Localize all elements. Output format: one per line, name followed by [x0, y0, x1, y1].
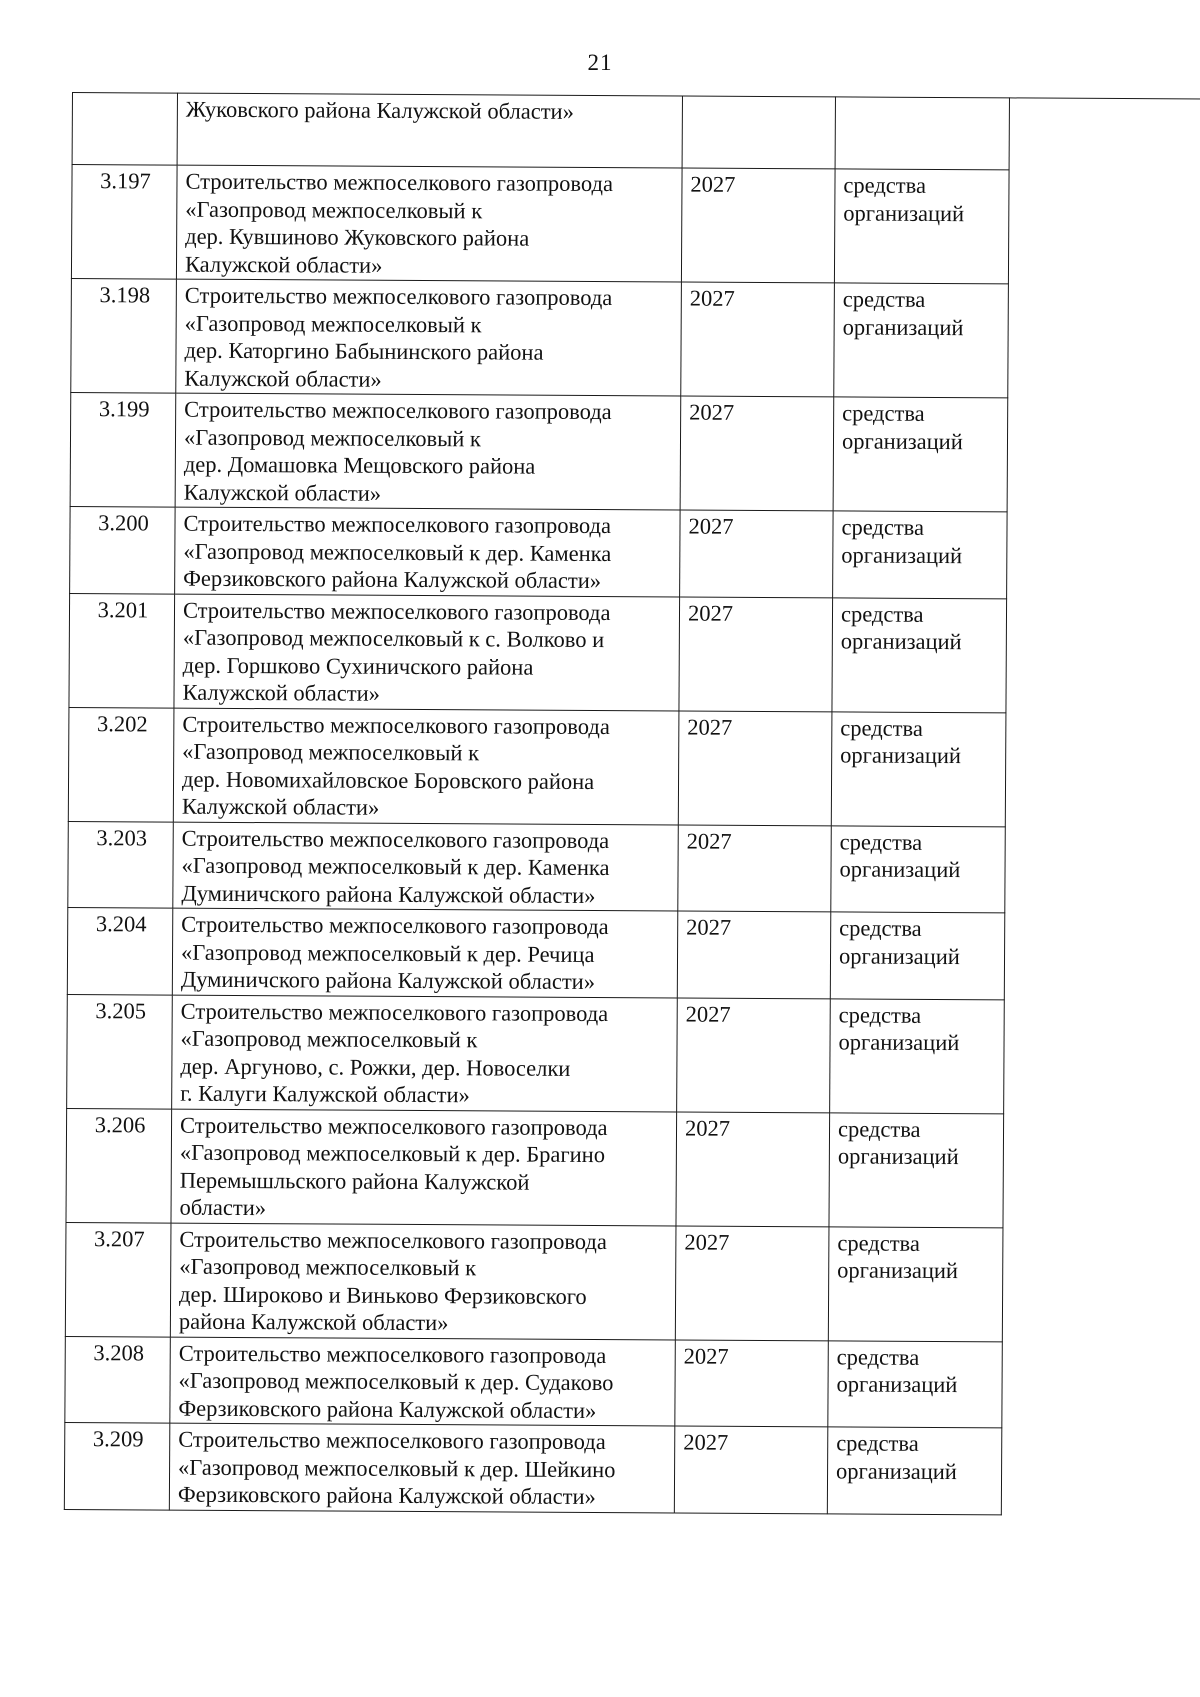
cell-extra: [1009, 98, 1200, 171]
cell-source-line: организаций: [836, 1457, 957, 1484]
cell-name-line: «Газопровод межпоселковый к дер. Брагино: [179, 1139, 606, 1168]
cell-source: [830, 912, 1004, 1000]
cell-name-line: Калужской области»: [184, 251, 383, 278]
cell-source: [833, 511, 1007, 599]
cell-name: [170, 1223, 676, 1340]
cell-source: [829, 1112, 1004, 1227]
cell-source-line: организаций: [838, 942, 960, 969]
table-row: [65, 1336, 1200, 1429]
cell-name-line: дер. Горшково Сухиничского района: [182, 652, 534, 680]
cell-source-line: средства: [839, 915, 922, 941]
table-row-continuation: [72, 93, 1200, 172]
cell-source: [831, 711, 1006, 826]
cell-extra: [1005, 826, 1200, 914]
cell-source-line: средства: [837, 1229, 920, 1256]
cell-name-line: Калужской области»: [182, 679, 380, 706]
table-row: [66, 1108, 1200, 1229]
table-row: [67, 907, 1200, 1000]
cell-number: 3.205: [67, 994, 173, 1109]
cell-name-line: «Газопровод межпоселковый к дер. Каменка: [181, 852, 610, 881]
cell-name: [172, 908, 677, 997]
cell-name-line: дер. Кувшиново Жуковского района: [185, 223, 530, 251]
cell-number: 3.197: [71, 165, 177, 280]
table-row: [70, 506, 1200, 599]
cell-name-line: Строительство межпоселкового газопровода: [184, 396, 612, 425]
cell-name-line: «Газопровод межпоселковый к дер. Речица: [180, 939, 595, 967]
cell-name: [172, 995, 678, 1112]
cell-extra: [1008, 284, 1200, 399]
cell-number: 3.201: [69, 593, 175, 708]
cell-number: 3.209: [64, 1422, 169, 1509]
cell-source-line: организаций: [841, 541, 963, 568]
cell-year: 2027: [680, 510, 833, 597]
table-row: [71, 165, 1200, 286]
cell-name-line: Ферзиковского района Калужской области»: [177, 1481, 596, 1510]
cell-name-line: Строительство межпоселкового газопровода: [181, 825, 610, 853]
table-row: [69, 593, 1200, 714]
cell-number: 3.208: [65, 1336, 170, 1423]
cell-name-line: области»: [179, 1194, 267, 1221]
cell-source: [833, 397, 1008, 512]
cell-source: [828, 1226, 1003, 1341]
cell-name: [169, 1423, 674, 1512]
cell-source: [834, 283, 1009, 398]
cell-name: [175, 393, 681, 510]
table-row: [67, 994, 1200, 1115]
cell-year: 2027: [678, 711, 832, 826]
cell-name-line: Строительство межпоселкового газопровода: [183, 510, 612, 539]
cell-year: 2027: [677, 998, 831, 1113]
cell-source-line: организаций: [839, 856, 961, 883]
cell-name-line: Ферзиковского района Калужской области»: [178, 1395, 597, 1423]
cell-extra: [1004, 913, 1200, 1001]
cell-source-line: организаций: [840, 742, 962, 769]
cell-name: Жуковского района Калужской области»: [177, 93, 682, 168]
cell-source-line: организаций: [843, 199, 965, 226]
cell-name-line: «Газопровод межпоселковый к: [184, 310, 482, 337]
cell-extra: [1002, 1227, 1200, 1342]
cell-number: 3.200: [70, 506, 175, 593]
cell-source: [828, 1340, 1002, 1428]
cell-name-line: Строительство межпоселкового газопровода: [182, 711, 610, 739]
cell-name-line: дер. Новомихайловское Боровского района: [181, 766, 595, 794]
cell-name-line: Строительство межпоселкового газопровода: [178, 1340, 607, 1368]
cell-name-line: дер. Каторгино Бабынинского района: [184, 337, 544, 365]
cell-extra: [1001, 1428, 1200, 1516]
cell-number: 3.203: [68, 821, 173, 908]
cell-year: 2027: [676, 1111, 830, 1226]
cell-source-line: средства: [838, 1001, 922, 1028]
cell-source: [831, 825, 1005, 913]
cell-extra: [1005, 712, 1200, 827]
cell-source-line: организаций: [836, 1371, 958, 1398]
cell-extra: [1002, 1341, 1200, 1429]
cell-number: 3.204: [67, 907, 172, 994]
cell-year: 2027: [680, 396, 834, 511]
cell-name-line: Думиничского района Калужской области»: [181, 880, 596, 908]
cell-source-line: средства: [840, 600, 924, 627]
cell-source-line: организаций: [838, 1029, 960, 1056]
cell-name-line: Строительство межпоселкового газопровода: [185, 168, 614, 197]
cell-extra: [1004, 999, 1200, 1114]
cell-source: [827, 1427, 1001, 1515]
cell-extra: [1007, 512, 1200, 600]
cell-name-line: «Газопровод межпоселковый к: [185, 196, 483, 223]
cell-name-line: «Газопровод межпоселковый к: [180, 1025, 478, 1053]
cell-name-line: «Газопровод межпоселковый к дер. Судаково: [178, 1367, 614, 1396]
cell-year: 2027: [677, 911, 830, 998]
cell-name-line: Калужской области»: [184, 365, 382, 392]
cell-name-line: «Газопровод межпоселковый к дер. Каменка: [183, 538, 612, 566]
cell-name-line: «Газопровод межпоселковый к: [182, 738, 480, 766]
cell-name: [170, 1337, 675, 1426]
cell-source-line: средства: [837, 1115, 921, 1142]
cell-year: 2027: [679, 597, 833, 712]
cell-number: 3.206: [66, 1108, 172, 1223]
cell-extra: [1008, 170, 1200, 285]
cell-name: [176, 165, 682, 282]
cell-name-line: района Калужской области»: [178, 1308, 449, 1336]
cell-source: [835, 97, 1009, 170]
cell-name: [175, 507, 680, 596]
cell-source-line: средства: [836, 1343, 920, 1370]
cell-name-line: Строительство межпоселкового газопровода: [182, 597, 611, 625]
cell-extra: [1006, 598, 1200, 713]
table-row: [70, 392, 1200, 513]
cell-year: 2027: [681, 282, 835, 397]
cell-source-line: средства: [843, 172, 927, 198]
cell-name: [171, 1109, 677, 1226]
cell-extra: [1003, 1113, 1200, 1228]
cell-name-line: Думиничского района Калужской области»: [180, 966, 596, 995]
cell-number: 3.207: [65, 1222, 171, 1337]
cell-name-line: дер. Аргуново, с. Рожки, дер. Новоселки: [180, 1053, 571, 1081]
cell-name-line: Перемышльского района Калужской: [179, 1167, 530, 1195]
cell-name-line: Строительство межпоселкового газопровода: [184, 282, 613, 311]
cell-year: 2027: [674, 1426, 827, 1513]
cell-name: [174, 594, 680, 711]
cell-name-line: Ферзиковского района Калужской области»: [183, 565, 602, 594]
cell-source-line: средства: [842, 400, 925, 426]
cell-source-line: средства: [840, 714, 923, 741]
cell-name-line: Строительство межпоселкового газопровода: [179, 1226, 607, 1254]
table-row: [71, 278, 1200, 399]
cell-name-line: «Газопровод межпоселковый к: [183, 424, 481, 451]
cell-name: [176, 279, 682, 396]
cell-source-line: организаций: [841, 427, 963, 454]
cell-year: 2027: [675, 1225, 829, 1340]
page-number: 21: [587, 50, 613, 75]
table-row: [68, 821, 1200, 914]
cell-source-line: средства: [836, 1430, 919, 1456]
cell-year: 2027: [681, 168, 835, 283]
cell-source-line: организаций: [837, 1143, 959, 1170]
cell-number: 3.202: [68, 707, 174, 822]
cell-name-line: Строительство межпоселкового газопровода: [180, 998, 609, 1026]
cell-source: [832, 597, 1007, 712]
cell-name-line: Калужской области»: [181, 793, 380, 820]
cell-name-line: Строительство межпоселкового газопровода: [181, 911, 609, 940]
measures-table: [64, 92, 1200, 1516]
cell-source-line: средства: [839, 828, 923, 855]
cell-name-line: «Газопровод межпоселковый к: [179, 1253, 477, 1281]
cell-source-line: средства: [842, 286, 926, 312]
cell-name: [173, 708, 679, 825]
cell-name-line: «Газопровод межпоселковый к дер. Шейкино: [178, 1454, 616, 1482]
cell-number: 3.199: [70, 392, 176, 507]
cell-number: [72, 93, 177, 166]
cell-extra: [1007, 398, 1200, 513]
table-row: [65, 1222, 1200, 1343]
cell-number: 3.198: [71, 278, 177, 393]
cell-name-line: Калужской области»: [183, 479, 382, 506]
cell-source-line: организаций: [840, 628, 962, 655]
cell-year: 2027: [675, 1339, 828, 1426]
cell-name-line: дер. Домашовка Мещовского района: [183, 451, 536, 479]
cell-name-line: дер. Широково и Виньково Ферзиковского: [179, 1281, 587, 1309]
cell-name-line: Строительство межпоселкового газопровода: [178, 1426, 606, 1455]
cell-source: [830, 998, 1005, 1113]
cell-year: [682, 96, 835, 169]
cell-name-line: г. Калуги Калужской области»: [180, 1080, 470, 1108]
cell-source-line: организаций: [842, 313, 964, 340]
cell-year: 2027: [678, 825, 831, 912]
cell-name: [173, 822, 678, 911]
table-row: [64, 1422, 1200, 1515]
table-body: [64, 93, 1200, 1516]
cell-name-line: Строительство межпоселкового газопровода: [179, 1112, 608, 1140]
cell-source-line: средства: [841, 514, 925, 540]
cell-source-line: организаций: [837, 1257, 959, 1284]
cell-name-line: «Газопровод межпоселковый к с. Волково и: [182, 624, 605, 653]
cell-source: [834, 169, 1009, 284]
table-row: [68, 707, 1200, 828]
